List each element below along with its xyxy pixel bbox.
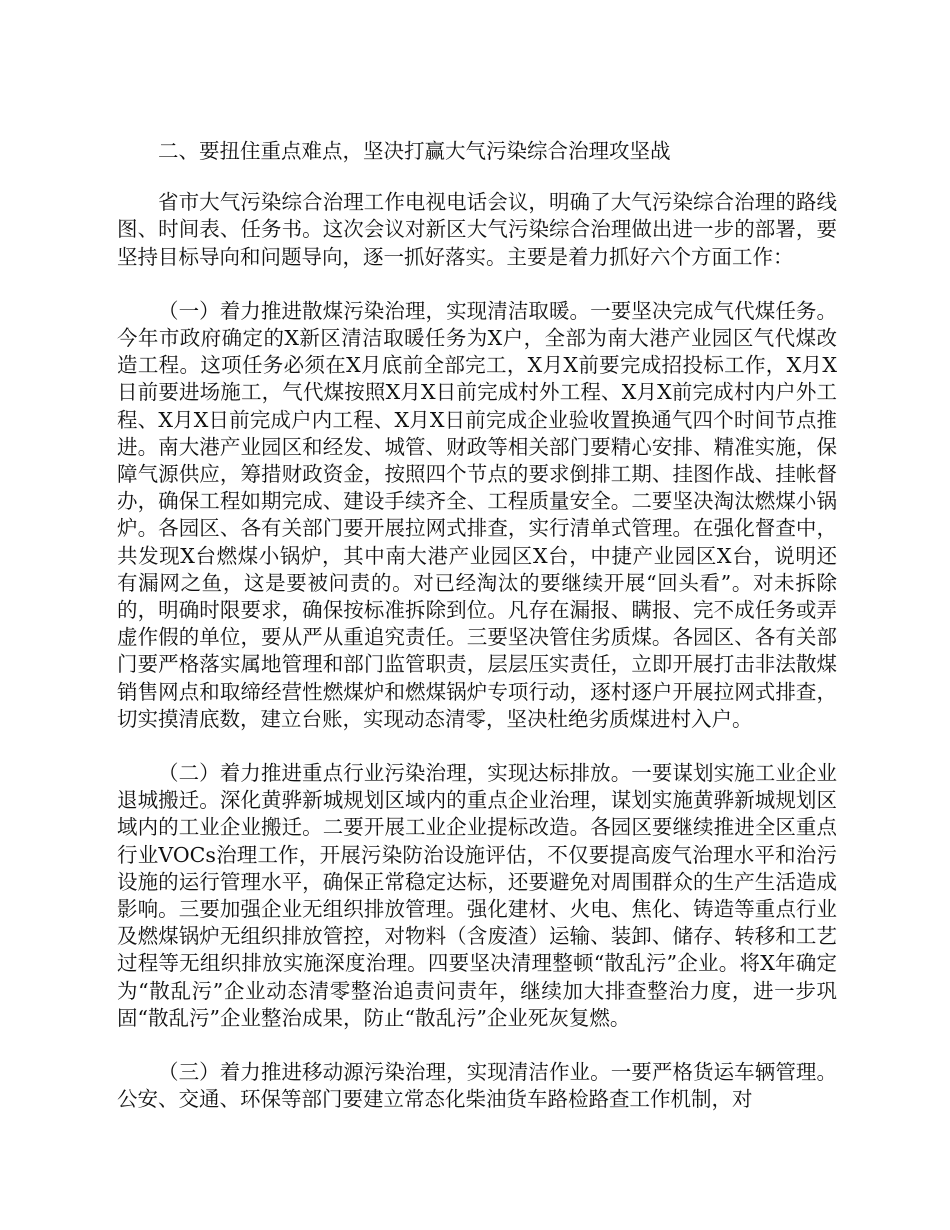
paragraph-key-industry: （二）着力推进重点行业污染治理，实现达标排放。一要谋划实施工业企业退城搬迁。深化黄骅新城规划区域内的重点企业治理，谋划实施黄骅新城规划区域内的工业企业搬迁。二要开展工业企业提标改造。各园区要继续推进全区重点行业VOCs治理工作，开展污染防治设施评估，不仅要提高废气治理水平和治污设施的运行管理水平，确保正常稳定达标，还要避免对周围群众的生产生活造成影响。三要加强企业无组织排放管理。强化建材、火电、焦化、铸造等重点行业及燃煤锅炉无组织排放管控，对物料（含废渣）运输、装卸、储存、转移和工艺过程等无组织排放实施深度治理。四要坚决清理整顿“散乱污”企业。将X年确定为“散乱污”企业动态清零整治追责问责年，继续加大排查整治力度，进一步巩固“散乱污”企业整治成果，防止“散乱污”企业死灰复燃。	[117, 761, 837, 1030]
section-heading: 二、要扭住重点难点，坚决打赢大气污染综合治理攻坚战	[158, 139, 671, 163]
paragraph-mobile-source: （三）着力推进移动源污染治理，实现清洁作业。一要严格货运车辆管理。公安、交通、环保等部门要建立常态化柴油货车路检路查工作机制，对	[117, 1060, 837, 1112]
paragraph-intro: 省市大气污染综合治理工作电视电话会议，明确了大气污染综合治理的路线图、时间表、任务书。这次会议对新区大气污染综合治理做出进一步的部署，要坚持目标导向和问题导向，逐一抓好落实。主要是着力抓好六个方面工作：	[117, 190, 837, 269]
document-body	[117, 138, 837, 1141]
paragraph-scattered-coal: （一）着力推进散煤污染治理，实现清洁取暖。一要坚决完成气代煤任务。今年市政府确定的X新区清洁取暖任务为X户，全部为南大港产业园区气代煤改造工程。这项任务必须在X月底前全部完工，X月X前要完成招投标工作，X月X日前要进场施工，气代煤按照X月X日前完成村外工程、X月X前完成村内户外工程、X月X日前完成户内工程、X月X日前完成企业验收置换通气四个时间节点推进。南大港产业园区和经发、城管、财政等相关部门要精心安排、精准实施，保障气源供应，筹措财政资金，按照四个节点的要求倒排工期、挂图作战、挂帐督办，确保工程如期完成、建设手续齐全、工程质量安全。二要坚决淘汰燃煤小锅炉。各园区、各有关部门要开展拉网式排查，实行清单式管理。在强化督查中，共发现X台燃煤小锅炉，其中南大港产业园区X台，中捷产业园区X台，说明还有漏网之鱼，这是要被问责的。对已经淘汰的要继续开展“回头看”。对未拆除的，明确时限要求，确保按标准拆除到位。凡存在漏报、瞒报、完不成任务或弄虚作假的单位，要从严从重追究责任。三要坚决管住劣质煤。各园区、各有关部门要严格落实属地管理和部门监管职责，层层压实责任，立即开展打击非法散煤销售网点和取缔经营性燃煤炉和燃煤锅炉专项行动，逐村逐户开展拉网式排查，切实摸清底数，建立台账，实现动态清零，坚决杜绝劣质煤进村入户。	[117, 298, 837, 731]
